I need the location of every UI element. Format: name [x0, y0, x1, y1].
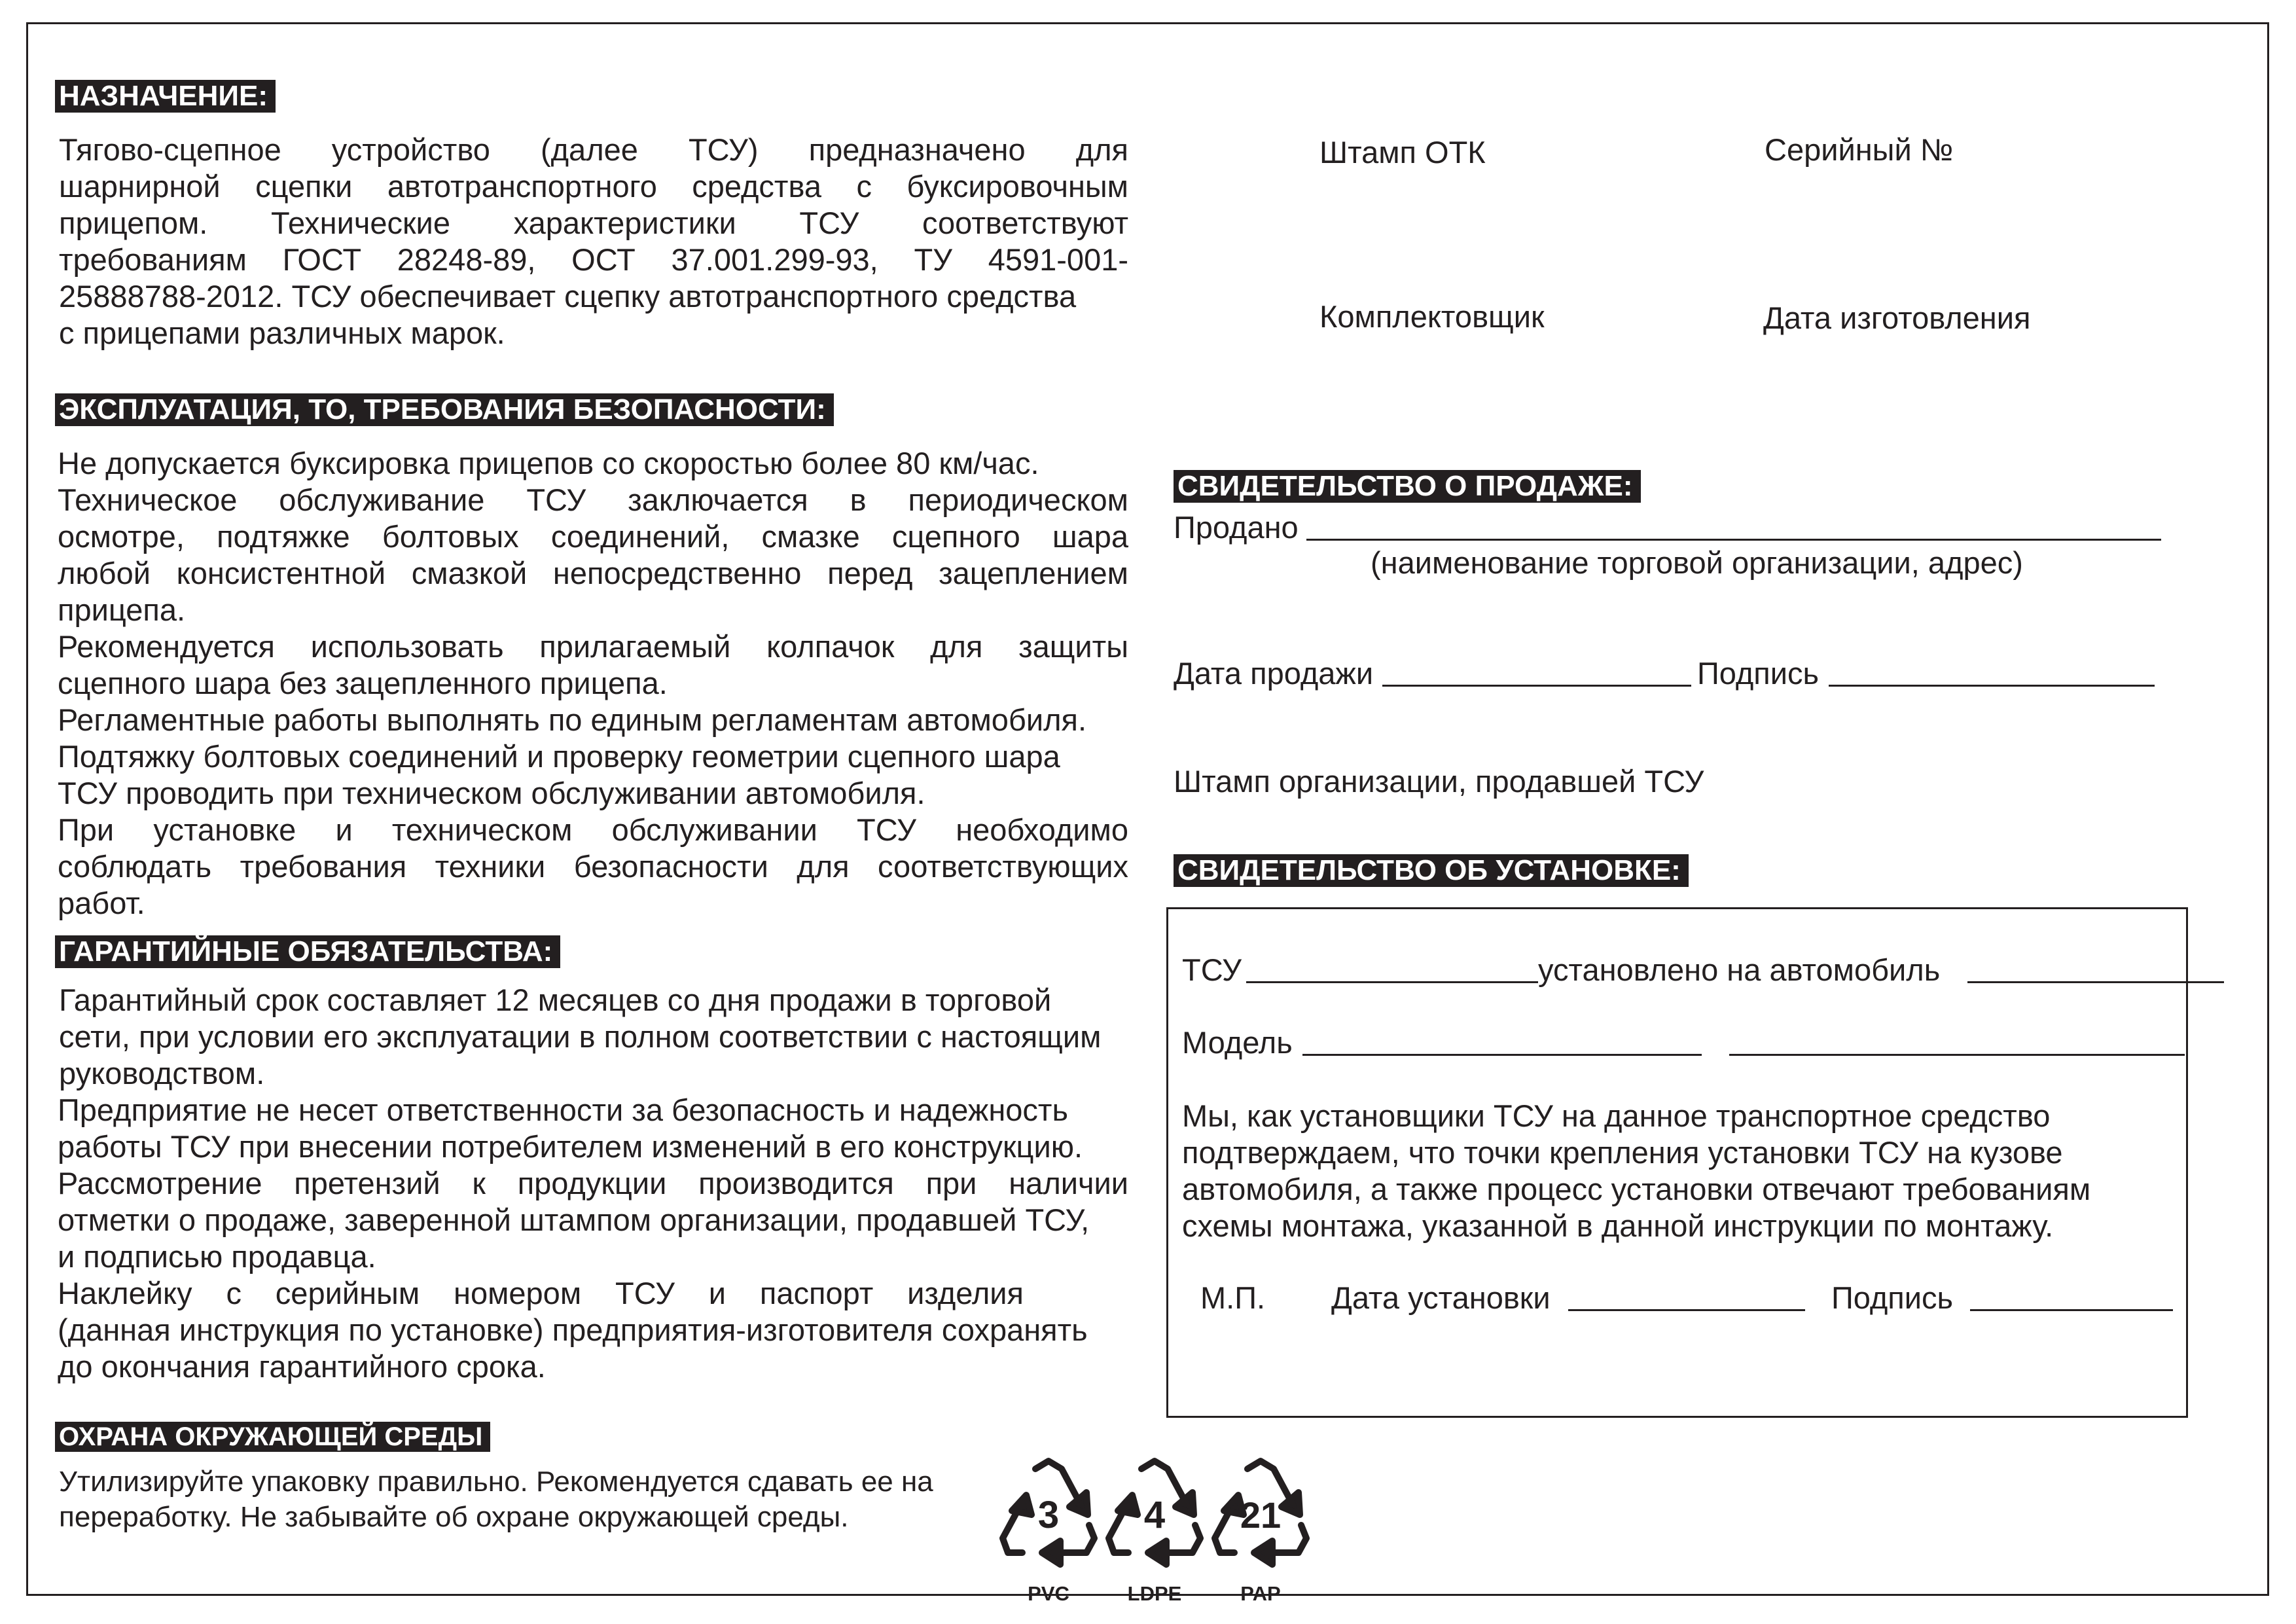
purpose-line: Тягово-сцепное устройство (далее ТСУ) предназначено для — [59, 132, 1128, 167]
operation-line: соблюдать требования техники безопасности для соответствующих — [58, 849, 1128, 884]
model-label: Модель — [1182, 1025, 1293, 1060]
recycling-symbol-pap — [1208, 1454, 1313, 1612]
recycling-symbol-ldpe — [1102, 1454, 1207, 1612]
sale-certificate-header: СВИДЕТЕЛЬСТВО О ПРОДАЖЕ: — [1174, 470, 1641, 503]
warranty-line: (данная инструкция по установке) предприятия-изготовителя сохранять — [58, 1312, 1088, 1347]
sold-label: Продано — [1174, 510, 1299, 545]
operation-line: прицепа. — [58, 592, 186, 627]
environment-line: Утилизируйте упаковку правильно. Рекомендуется сдавать ее на — [59, 1466, 933, 1498]
warranty-line: Гарантийный срок составляет 12 месяцев со дня продажи в торговой — [59, 983, 1052, 1017]
operation-line: сцепного шара без зацепленного прицепа. — [58, 666, 668, 700]
sold-hint: (наименование торговой организации, адрес) — [1371, 545, 2023, 580]
install-certificate-header: СВИДЕТЕЛЬСТВО ОБ УСТАНОВКЕ: — [1174, 854, 1689, 887]
recycle-number: 3 — [1037, 1494, 1060, 1536]
warranty-line: сети, при условии его эксплуатации в полном соответствии с настоящим — [59, 1019, 1102, 1054]
warranty-line: до окончания гарантийного срока. — [58, 1349, 546, 1384]
environment-line: переработку. Не забывайте об охране окружающей среды. — [59, 1501, 849, 1533]
otk-stamp-label: Штамп ОТК — [1319, 135, 1486, 170]
statement-line: подтверждаем, что точки крепления установки ТСУ на кузове — [1182, 1135, 2063, 1170]
sale-signature-field[interactable] — [1829, 685, 2155, 687]
warranty-line: Рассмотрение претензий к продукции производится при наличии — [58, 1166, 1128, 1200]
recycle-triangle-icon — [996, 1454, 1101, 1579]
warranty-line: Наклейку с серийным номером ТСУ и паспорт изделия — [58, 1276, 1024, 1310]
operation-line: любой консистентной смазкой непосредственно перед зацеплением — [58, 556, 1128, 590]
install-date-field[interactable] — [1568, 1309, 1805, 1311]
tsu-label: ТСУ — [1182, 952, 1242, 987]
operation-line: При установке и техническом обслуживании ТСУ необходимо — [58, 812, 1128, 847]
recycle-triangle-icon — [1102, 1454, 1207, 1579]
operation-line: Техническое обслуживание ТСУ заключается в периодическом — [58, 482, 1128, 517]
purpose-line: с прицепами различных марок. — [59, 316, 505, 350]
operation-line: Не допускается буксировка прицепов со скоростью более 80 км/час. — [58, 446, 1039, 480]
operation-header: ЭКСПЛУАТАЦИЯ, ТО, ТРЕБОВАНИЯ БЕЗОПАСНОСТИ: — [55, 393, 834, 426]
sale-date-field[interactable] — [1382, 685, 1691, 687]
sale-date-label: Дата продажи — [1174, 656, 1374, 691]
warranty-line: отметки о продаже, заверенной штампом организации, продавшей ТСУ, — [58, 1202, 1090, 1237]
sold-field[interactable] — [1306, 539, 2161, 541]
seller-stamp-label: Штамп организации, продавшей ТСУ — [1174, 764, 1704, 799]
recycle-triangle-icon — [1208, 1454, 1313, 1579]
statement-line: автомобиля, а также процесс установки отвечают требованиям — [1182, 1172, 2091, 1206]
recycling-symbol-pvc — [996, 1454, 1101, 1612]
sale-signature-label: Подпись — [1697, 656, 1820, 691]
install-signature-label: Подпись — [1831, 1280, 1954, 1315]
install-signature-field[interactable] — [1970, 1309, 2173, 1311]
serial-number-label: Серийный № — [1765, 132, 1954, 167]
model-field[interactable] — [1302, 1054, 1702, 1056]
warranty-header: ГАРАНТИЙНЫЕ ОБЯЗАТЕЛЬСТВА: — [55, 935, 560, 968]
vehicle-field[interactable] — [1967, 981, 2224, 983]
recycle-code: PAP — [1240, 1582, 1281, 1605]
installed-on-label: установлено на автомобиль — [1538, 952, 1941, 987]
recycle-number: 4 — [1143, 1494, 1166, 1536]
operation-line: Рекомендуется использовать прилагаемый колпачок для защиты — [58, 629, 1128, 664]
purpose-line: шарнирной сцепки автотранспортного средства с буксировочным — [59, 169, 1128, 204]
assembler-label: Комплектовщик — [1319, 299, 1545, 334]
warranty-line: Предприятие не несет ответственности за безопасность и надежность — [58, 1092, 1068, 1127]
statement-line: схемы монтажа, указанной в данной инструкции по монтажу. — [1182, 1208, 2054, 1243]
operation-line: Регламентные работы выполнять по единым регламентам автомобиля. — [58, 702, 1087, 737]
model-extra-field[interactable] — [1729, 1054, 2185, 1056]
recycle-number: 21 — [1240, 1494, 1282, 1536]
recycle-code: LDPE — [1127, 1582, 1182, 1605]
purpose-line: 25888788-2012. ТСУ обеспечивает сцепку автотранспортного средства — [59, 279, 1077, 314]
operation-line: ТСУ проводить при техническом обслуживании автомобиля. — [58, 776, 925, 810]
warranty-line: работы ТСУ при внесении потребителем изменений в его конструкцию. — [58, 1129, 1083, 1164]
operation-line: осмотре, подтяжке болтовых соединений, смазке сцепного шара — [58, 519, 1128, 554]
recycle-code: PVC — [1028, 1582, 1069, 1605]
purpose-line: требованиям ГОСТ 28248-89, ОСТ 37.001.299-93, ТУ 4591-001- — [59, 242, 1128, 277]
warranty-line: руководством. — [59, 1056, 265, 1091]
environment-header: ОХРАНА ОКРУЖАЮЩЕЙ СРЕДЫ — [55, 1422, 490, 1452]
operation-line: работ. — [58, 886, 145, 920]
manufacture-date-label: Дата изготовления — [1763, 300, 2031, 335]
tsu-field[interactable] — [1246, 981, 1538, 983]
install-date-label: Дата установки — [1331, 1280, 1551, 1315]
operation-line: Подтяжку болтовых соединений и проверку геометрии сцепного шара — [58, 739, 1060, 774]
purpose-header: НАЗНАЧЕНИЕ: — [55, 80, 276, 113]
warranty-line: и подписью продавца. — [58, 1239, 376, 1274]
statement-line: Мы, как установщики ТСУ на данное транспортное средство — [1182, 1098, 2051, 1133]
purpose-line: прицепом. Технические характеристики ТСУ соответствуют — [59, 206, 1128, 240]
seal-mp-label: М.П. — [1200, 1280, 1266, 1315]
